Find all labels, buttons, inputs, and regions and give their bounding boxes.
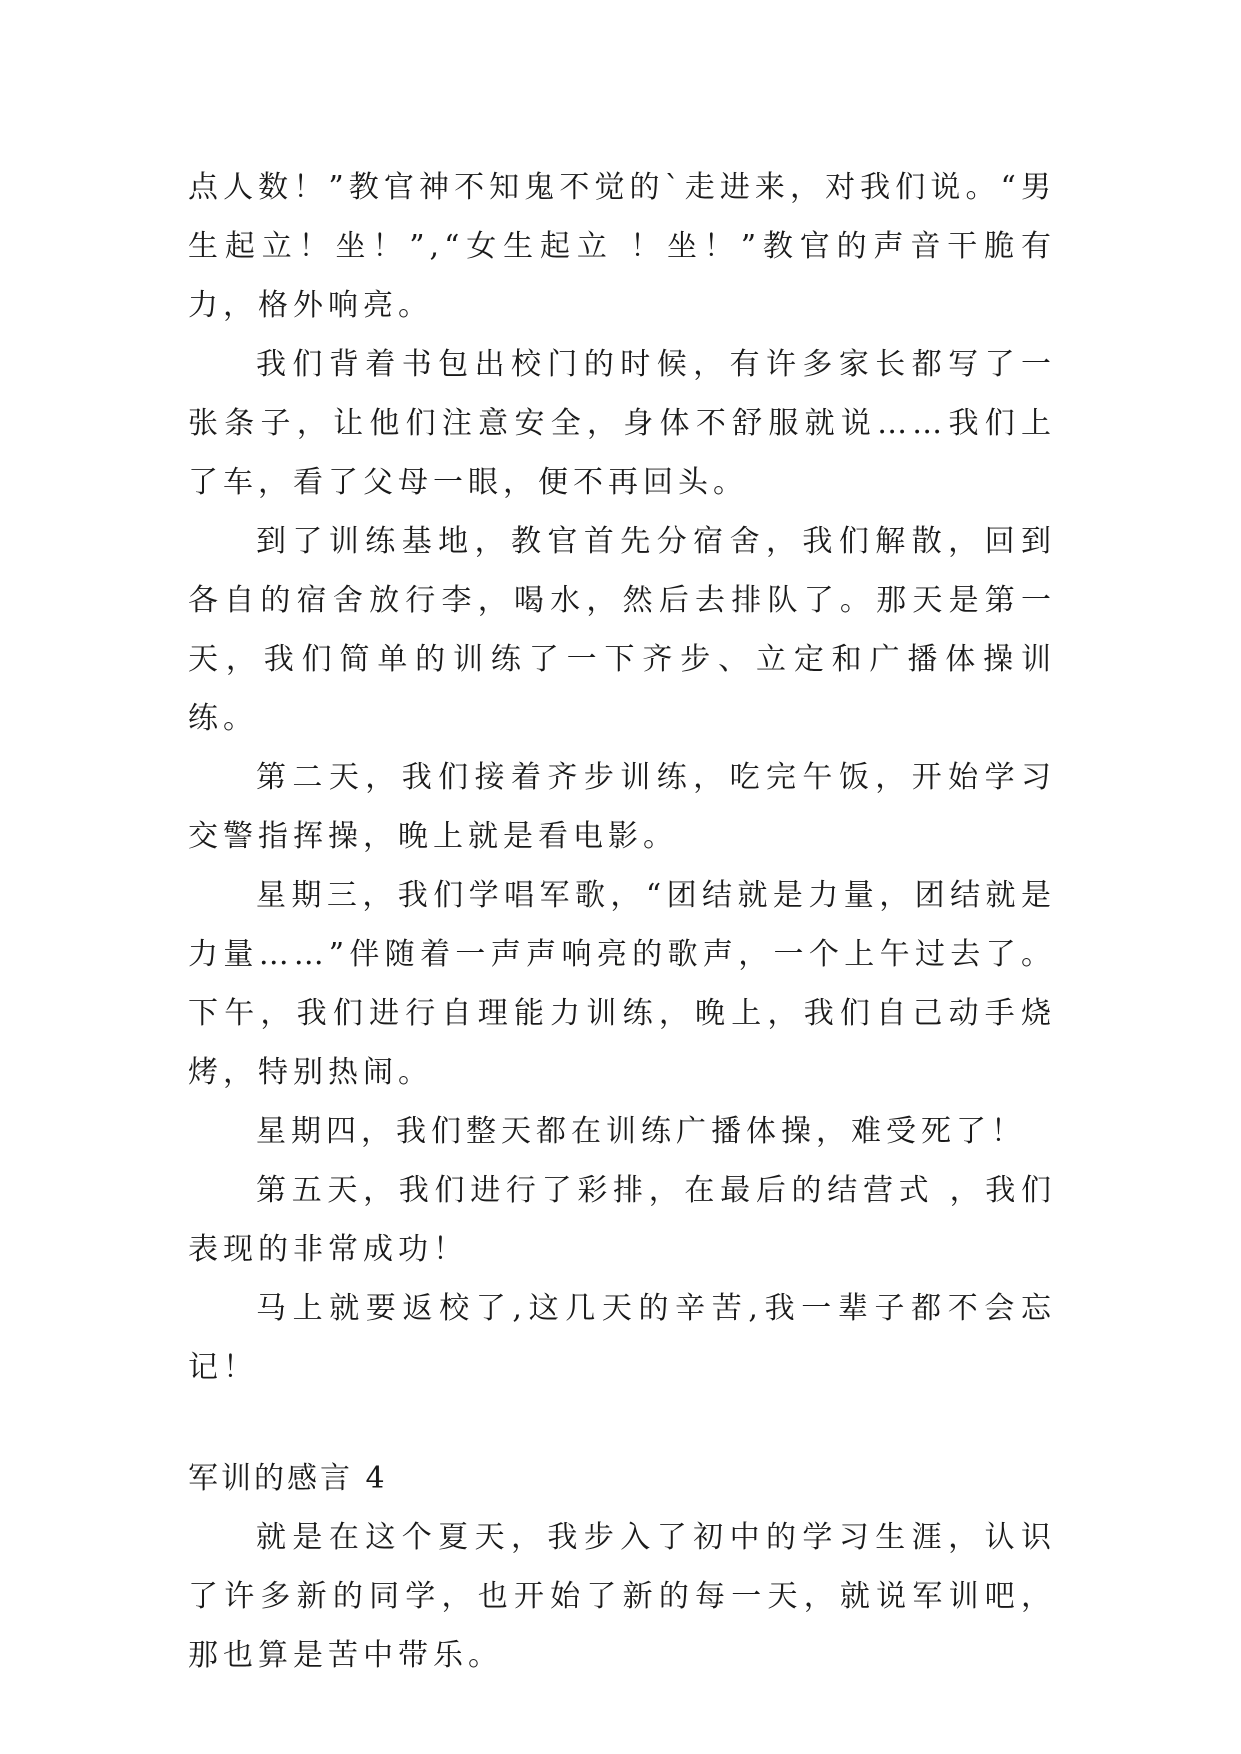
section-heading: 军训的感言 4 bbox=[188, 1461, 388, 1496]
paragraph: 第二天，我们接着齐步训练，吃完午饭，开始学习交警指挥操，晚上就是看电影。 bbox=[188, 760, 1056, 854]
paragraph: 星期三，我们学唱军歌，“团结就是力量，团结就是力量……”伴随着一声声响亮的歌声，一个上午过去了。下午，我们进行自理能力训练，晚上，我们自己动手烧烤，特别热闹。 bbox=[188, 878, 1056, 1090]
paragraph: 到了训练基地，教官首先分宿舍，我们解散，回到各自的宿舍放行李，喝水，然后去排队了。那天是第一天，我们简单的训练了一下齐步、立定和广播体操训练。 bbox=[188, 524, 1056, 736]
paragraph: 星期四，我们整天都在训练广播体操，难受死了！ bbox=[256, 1114, 1026, 1149]
document-body bbox=[188, 158, 1056, 1685]
paragraph: 马上就要返校了,这几天的辛苦,我一辈子都不会忘记！ bbox=[188, 1291, 1056, 1385]
section-spacer bbox=[188, 1397, 1056, 1449]
paragraph: 我们背着书包出校门的时候，有许多家长都写了一张条子，让他们注意安全，身体不舒服就说……我们上了车，看了父母一眼，便不再回头。 bbox=[188, 347, 1056, 500]
paragraph: 点人数！”教官神不知鬼不觉的`走进来，对我们说。“男生起立！坐！”,“女生起立 ！坐！”教官的声音干脆有力，格外响亮。 bbox=[188, 170, 1056, 323]
paragraph: 第五天，我们进行了彩排，在最后的结营式 ，我们表现的非常成功！ bbox=[188, 1173, 1056, 1267]
paragraph: 就是在这个夏天，我步入了初中的学习生涯，认识了许多新的同学，也开始了新的每一天，就说军训吧，那也算是苦中带乐。 bbox=[188, 1520, 1056, 1673]
